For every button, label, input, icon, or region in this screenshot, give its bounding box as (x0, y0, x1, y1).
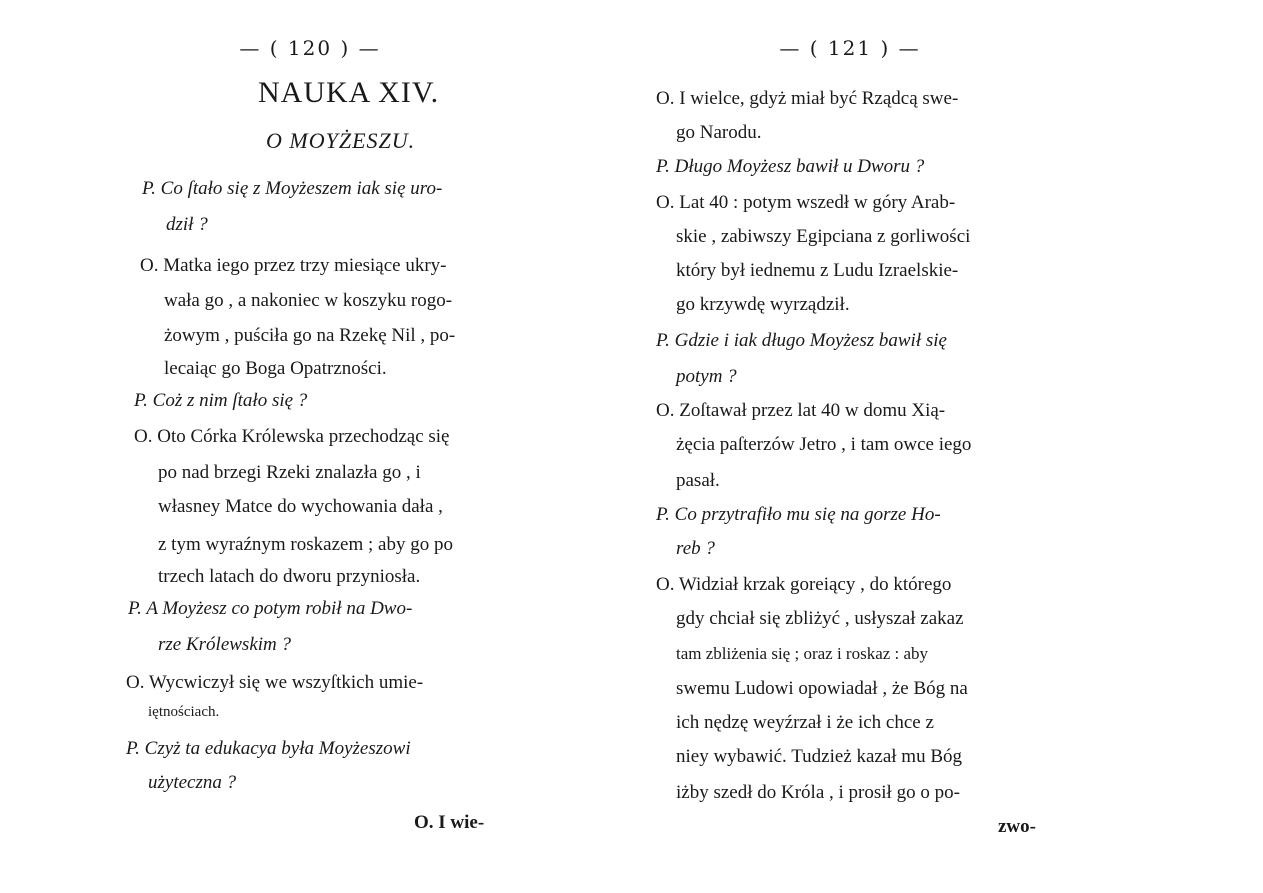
text-line: go Narodu. (676, 122, 762, 143)
text-line: O. Oto Córka Królewska przechodząc się (134, 426, 450, 447)
text-line: go krzywdę wyrządził. (676, 294, 850, 315)
text-line: P. Co ſtało się z Moyżeszem iak się uro- (142, 178, 443, 199)
text-line: gdy chciał się zbliżyć , usłyszał zakaz (676, 608, 964, 629)
text-line: niey wybawić. Tudzież kazał mu Bóg (676, 746, 963, 767)
text-line: O. I wielce, gdyż miał być Rządcą swe- (656, 88, 959, 109)
chapter-subtitle: O MOYŻESZU. (266, 128, 416, 153)
text-line: z tym wyraźnym roskazem ; aby go po (158, 534, 453, 555)
text-line: swemu Ludowi opowiadał , że Bóg na (676, 678, 968, 699)
catchword: zwo- (998, 816, 1036, 837)
text-line: rze Królewskim ? (158, 634, 291, 655)
text-line: lecaiąc go Boga Opatrzności. (164, 358, 387, 379)
chapter-title: NAUKA XIV. (258, 76, 440, 109)
catchword: O. I wie- (414, 812, 485, 833)
text-line: O. Matka iego przez trzy miesiące ukry- (140, 255, 447, 276)
text-line: trzech latach do dworu przyniosła. (158, 566, 421, 587)
text-line: O. Lat 40 : potym wszedł w góry Arab- (656, 192, 956, 213)
page-number-header: — ( 121 ) — (779, 36, 921, 60)
text-line: P. Co przytrafiło mu się na gorze Ho- (656, 504, 941, 525)
text-line: O. Zoſtawał przez lat 40 w domu Xią- (656, 400, 946, 421)
text-line: P. Czyż ta edukacya była Moyżeszowi (126, 738, 411, 759)
text-line: iętnościach. (148, 704, 220, 720)
text-line: P. Coż z nim ſtało się ? (134, 390, 308, 411)
text-line: P. A Moyżesz co potym robił na Dwo- (128, 598, 413, 619)
text-line: tam zbliżenia się ; oraz i roskaz : aby (676, 644, 929, 663)
text-line: żęcia paſterzów Jetro , i tam owce iego (676, 434, 972, 455)
text-line: użyteczna ? (148, 772, 237, 793)
text-line: dził ? (166, 214, 208, 235)
text-line: ich nędzę weyźrzał i że ich chce z (676, 712, 934, 733)
text-line: skie , zabiwszy Egipciana z gorliwości (676, 226, 971, 247)
text-line: O. Wycwiczył się we wszyſtkich umie- (126, 672, 424, 693)
text-line: potym ? (676, 366, 737, 387)
text-line: reb ? (676, 538, 715, 559)
text-line: iżby szedł do Króla , i prosił go o po- (676, 782, 960, 803)
text-line: O. Widział krzak goreiący , do którego (656, 574, 952, 595)
text-line: własney Matce do wychowania dała , (158, 496, 443, 517)
text-line: P. Gdzie i iak długo Moyżesz bawił się (656, 330, 947, 351)
text-line: który był iednemu z Ludu Izraelskie- (676, 260, 959, 281)
text-line: pasał. (676, 470, 720, 491)
text-line: wała go , a nakoniec w koszyku rogo- (164, 290, 453, 311)
text-line: żowym , puściła go na Rzekę Nil , po- (164, 325, 456, 346)
text-line: po nad brzegi Rzeki znalazła go , i (158, 462, 421, 483)
text-line: P. Długo Moyżesz bawił u Dworu ? (656, 156, 925, 177)
page-number-header: — ( 120 ) — (239, 36, 381, 60)
